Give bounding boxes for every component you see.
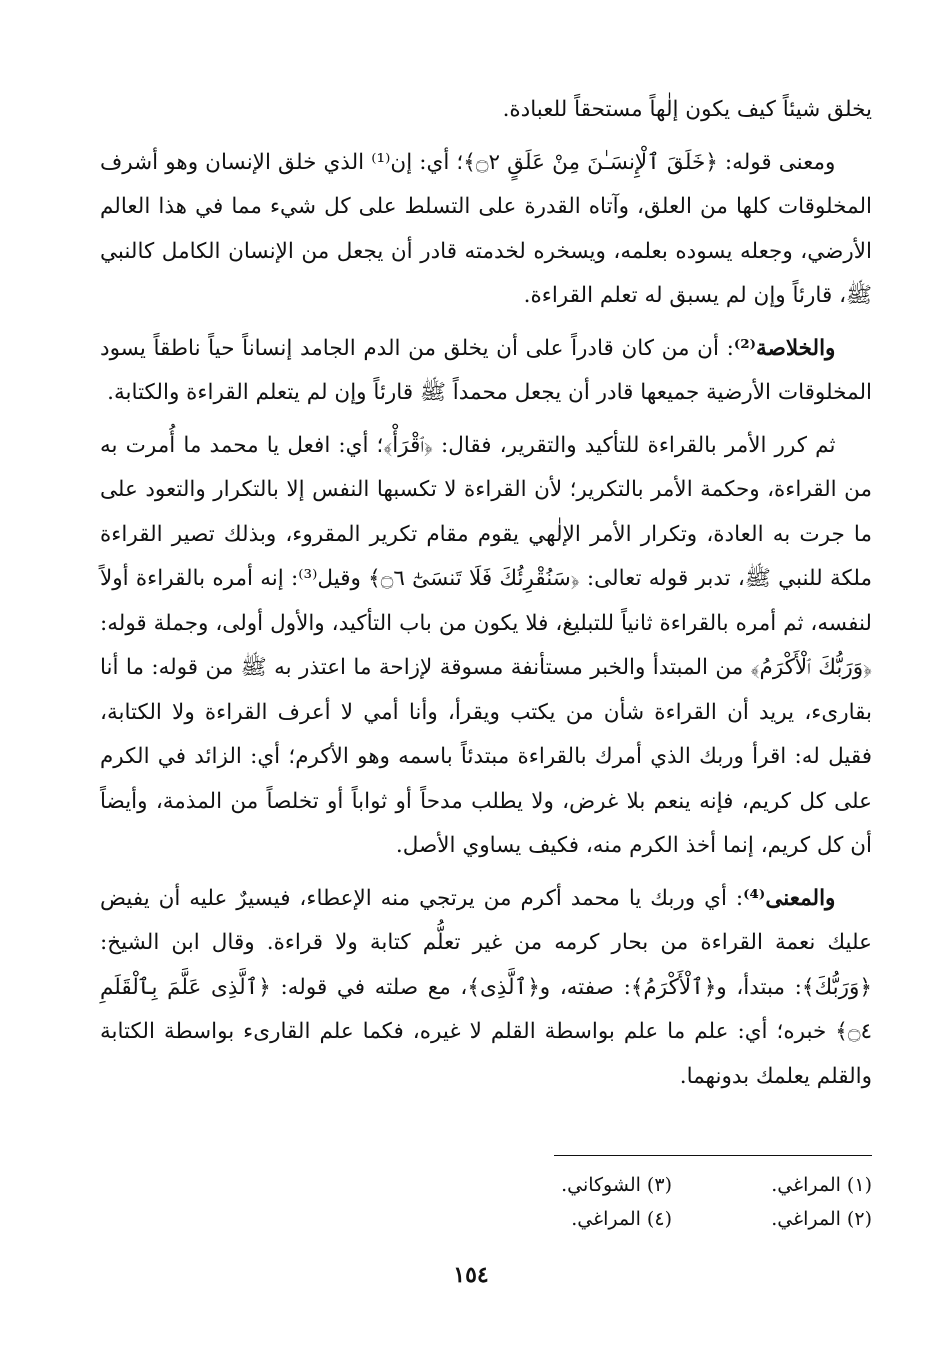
footnote-divider (554, 1155, 872, 1156)
paragraph-lead: والخلاصة⁽²⁾ (733, 335, 836, 361)
paragraph-4 (100, 424, 872, 869)
paragraph-text: ثم كرر الأمر بالقراءة للتأكيد والتقرير، فقال: ﴿ٱقْرَأْ﴾؛ أي: افعل يا محمد ما أُمرت به من القراءة، وحكمة الأمر بالتكرير؛ لأن القراءة لا تكسبها النفس إلا بالتكرار والتعود على ما جرت به العادة، وتكرار الأمر الإلٰهي يقوم مقام تكرير المقروء، وبذلك تصير القراءة ملكة للنبي ﷺ، تدبر قوله تعالى: ﴿سَنُقْرِئُكَ فَلَا تَنسَىٰٓ ۝٦﴾ وقيل⁽³⁾: إنه أمره بالقراءة أولاً لنفسه، ثم أمره بالقراءة ثانياً للتبليغ، فلا يكون من باب التأكيد، والأول أولى، وجملة قوله: ﴿وَرَبُّكَ ٱلْأَكْرَمُ﴾ من المبتدأ والخبر مستأنفة مسوقة لإزاحة ما اعتذر به ﷺ من قوله: ما أنا بقارىء، يريد أن القراءة شأن من يكتب ويقرأ، وأنا أمي لا أعرف القراءة ولا الكتابة، فقيل له: اقرأ وربك الذي أمرك بالقراءة مبتدئاً باسمه وهو الأكرم؛ أي: الزائد في الكرم على كل كريم، فإنه ينعم بلا غرض، ولا يطلب مدحاً أو ثواباً أو تخلصاً من المذمة، وأيضاً أن كل كريم، إنما أخذ الكرم منه، فكيف يساوي الأصل. (100, 432, 872, 858)
footnote-3: (٣) الشوكاني. (561, 1174, 672, 1196)
paragraph-text: ومعنى قوله: ﴿خَلَقَ ٱلْإِنسَـٰنَ مِنْ عَلَقٍ ۝٢﴾؛ أي: إن⁽¹⁾ الذي خلق الإنسان وهو أشرف المخلوقات كلها من العلق، وآتاه القدرة على التسلط على كل شيء مما في هذا العالم الأرضي، وجعله يسوده بعلمه، ويسخره لخدمته قادر أن يجعل من الإنسان الكامل كالنبي ﷺ، قارئاً وإن لم يسبق له تعلم القراءة. (100, 149, 872, 308)
paragraph-2 (100, 141, 872, 319)
paragraph-3 (100, 327, 872, 416)
paragraph-text: : أن من كان قادراً على أن يخلق من الدم الجامد إنساناً حياً ناطقاً يسود المخلوقات الأرضية جميعها قادر أن يجعل محمداً ﷺ قارئاً وإن لم يتعلم القراءة والكتابة. (100, 335, 872, 405)
paragraph-1 (100, 88, 872, 133)
paragraph-text: يخلق شيئاً كيف يكون إلٰهاً مستحقاً للعبادة. (502, 97, 872, 122)
footnotes (472, 1168, 872, 1236)
page-number: ١٥٤ (453, 1262, 489, 1288)
paragraph-lead: والمعنى⁽⁴⁾ (743, 885, 836, 911)
footnote-4: (٤) المراغي. (571, 1208, 672, 1230)
paragraph-text: : أي وربك يا محمد أكرم من يرتجي منه الإعطاء، فيسيرٌ عليه أن يفيض عليك نعمة القراءة من بحار كرمه من غير تعلُّم كتابة ولا قراءة. وقال ابن الشيخ: ﴿وَرَبُّكَ﴾: مبتدأ، و﴿ٱلْأَكْرَمُ﴾: صفته، و﴿ٱلَّذِى﴾، مع صلته في قوله: ﴿ٱلَّذِى عَلَّمَ بِٱلْقَلَمِ ۝٤﴾ خبره؛ أي: علم ما علم بواسطة القلم لا غيره، فكما علم القارىء بواسطة الكتابة والقلم يعلمك بدونهما. (100, 885, 872, 1089)
paragraph-5 (100, 877, 872, 1100)
footnote-1: (١) المراغي. (771, 1174, 872, 1196)
footnote-2: (٢) المراغي. (771, 1208, 872, 1230)
